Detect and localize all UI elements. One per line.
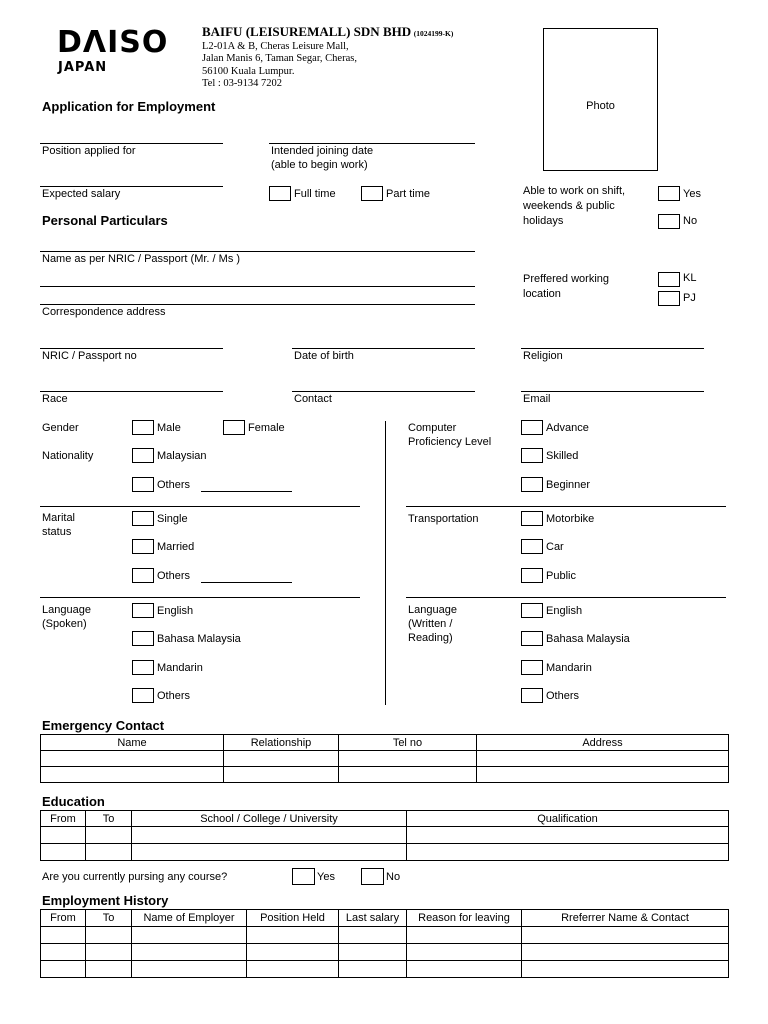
table-cell[interactable] (407, 961, 522, 978)
section-divider (385, 421, 386, 705)
full-time-checkbox[interactable] (269, 186, 291, 201)
course-yes-label: Yes (317, 871, 335, 883)
female-checkbox[interactable] (223, 420, 245, 435)
table-cell[interactable] (224, 751, 339, 767)
pj-label: PJ (683, 292, 696, 304)
language-spoken-label: Language (Spoken) (42, 604, 91, 630)
column-header: Qualification (407, 811, 729, 827)
position-label: Position applied for (42, 145, 136, 157)
personal-heading: Personal Particulars (42, 213, 168, 228)
single-checkbox[interactable] (132, 511, 154, 526)
shift-no-checkbox[interactable] (658, 214, 680, 229)
column-header: Relationship (224, 735, 339, 751)
table-cell[interactable] (339, 961, 407, 978)
marital-label: Marital status (42, 512, 76, 538)
written-mandarin-checkbox[interactable] (521, 660, 543, 675)
column-header: To (86, 910, 132, 927)
salary-label: Expected salary (42, 188, 121, 200)
phone-line: Tel : 03-9134 7202 (202, 78, 283, 89)
joining-date-input[interactable] (269, 143, 475, 144)
course-no-checkbox[interactable] (361, 868, 384, 885)
column-header: Name of Employer (132, 910, 247, 927)
table-row (41, 827, 729, 844)
table-cell[interactable] (41, 961, 86, 978)
column-header: Rreferrer Name & Contact (522, 910, 729, 927)
column-header: Tel no (339, 735, 477, 751)
race-label: Race (42, 393, 68, 405)
table-row (41, 927, 729, 944)
marital-others-input[interactable] (201, 582, 292, 583)
pj-checkbox[interactable] (658, 291, 680, 306)
spoken-bm-checkbox[interactable] (132, 631, 154, 646)
table-cell[interactable] (477, 767, 729, 783)
dob-label: Date of birth (294, 350, 354, 362)
course-yes-checkbox[interactable] (292, 868, 315, 885)
gender-label: Gender (42, 422, 79, 434)
column-header: From (41, 811, 86, 827)
spoken-mandarin-checkbox[interactable] (132, 660, 154, 675)
beginner-checkbox[interactable] (521, 477, 543, 492)
malaysian-checkbox[interactable] (132, 448, 154, 463)
written-english-checkbox[interactable] (521, 603, 543, 618)
written-bm-label: Bahasa Malaysia (546, 633, 630, 645)
name-input[interactable] (40, 251, 475, 252)
dob-input[interactable] (292, 348, 475, 349)
table-cell[interactable] (522, 927, 729, 944)
part-time-label: Part time (386, 188, 431, 200)
emergency-heading: Emergency Contact (42, 718, 165, 733)
column-header: Last salary (339, 910, 407, 927)
shift-question: Able to work on shift, weekends & public holidays (523, 185, 626, 227)
location-label: Preffered working location (523, 273, 610, 300)
table-cell[interactable] (132, 827, 407, 844)
contact-label: Contact (294, 393, 332, 405)
motorbike-checkbox[interactable] (521, 511, 543, 526)
table-cell[interactable] (86, 844, 132, 861)
column-header: School / College / University (132, 811, 407, 827)
employment-table (40, 909, 729, 978)
car-checkbox[interactable] (521, 539, 543, 554)
course-question: Are you currently pursing any course? (42, 871, 228, 883)
table-row (41, 961, 729, 978)
nric-input[interactable] (40, 348, 223, 349)
kl-checkbox[interactable] (658, 272, 680, 287)
religion-input[interactable] (521, 348, 704, 349)
table-cell[interactable] (522, 944, 729, 961)
full-time-label: Full time (294, 188, 336, 200)
beginner-label: Beginner (546, 479, 591, 491)
nationality-others-checkbox[interactable] (132, 477, 154, 492)
table-cell[interactable] (86, 944, 132, 961)
table-cell[interactable] (41, 927, 86, 944)
spoken-bm-label: Bahasa Malaysia (157, 633, 241, 645)
kl-label: KL (683, 272, 697, 284)
section-rule (40, 597, 360, 598)
joining-date-label: Intended joining date (271, 145, 374, 157)
column-header: Position Held (247, 910, 339, 927)
email-label: Email (523, 393, 551, 405)
table-cell[interactable] (132, 944, 247, 961)
male-label: Male (157, 422, 181, 434)
written-bm-checkbox[interactable] (521, 631, 543, 646)
table-cell[interactable] (41, 844, 86, 861)
nationality-others-input[interactable] (201, 491, 292, 492)
education-heading: Education (42, 794, 105, 809)
marital-others-label: Others (157, 570, 191, 582)
section-rule (40, 506, 360, 507)
written-english-label: English (546, 605, 583, 617)
written-others-checkbox[interactable] (521, 688, 543, 703)
shift-yes-label: Yes (683, 188, 701, 200)
table-cell[interactable] (41, 827, 86, 844)
logo-wordmark: DΛISO (57, 25, 169, 60)
written-mandarin-label: Mandarin (546, 662, 592, 674)
public-label: Public (546, 570, 576, 582)
table-cell[interactable] (132, 961, 247, 978)
section-rule (406, 597, 726, 598)
nric-label: NRIC / Passport no (42, 350, 137, 362)
form-title: Application for Employment (42, 99, 216, 114)
transport-label: Transportation (408, 513, 479, 525)
shift-yes-checkbox[interactable] (658, 186, 680, 201)
joining-date-note: (able to begin work) (271, 159, 368, 171)
spoken-others-label: Others (157, 690, 191, 702)
table-cell[interactable] (132, 927, 247, 944)
table-cell[interactable] (247, 927, 339, 944)
email-input[interactable] (521, 391, 704, 392)
table-cell[interactable] (407, 944, 522, 961)
section-rule (406, 506, 726, 507)
malaysian-label: Malaysian (157, 450, 207, 462)
written-others-label: Others (546, 690, 580, 702)
table-cell[interactable] (247, 944, 339, 961)
nationality-others-label: Others (157, 479, 191, 491)
address-label: Correspondence address (42, 306, 166, 318)
male-checkbox[interactable] (132, 420, 154, 435)
company-name: BAIFU (LEISUREMALL) SDN BHD (202, 24, 412, 39)
name-label: Name as per NRIC / Passport (Mr. / Ms ) (42, 253, 241, 265)
car-label: Car (546, 541, 564, 553)
computer-label: Computer Proficiency Level (408, 422, 492, 448)
column-header: Name (41, 735, 224, 751)
skilled-label: Skilled (546, 450, 579, 462)
advance-label: Advance (546, 422, 589, 434)
table-row (41, 751, 729, 767)
married-checkbox[interactable] (132, 539, 154, 554)
table-cell[interactable] (407, 827, 729, 844)
address-line: 56100 Kuala Lumpur. (202, 65, 295, 77)
language-written-label: Language (Written / Reading) (408, 604, 457, 644)
column-header: Address (477, 735, 729, 751)
marital-others-checkbox[interactable] (132, 568, 154, 583)
nationality-label: Nationality (42, 450, 94, 462)
address-line: L2-01A & B, Cheras Leisure Mall, (202, 40, 349, 52)
table-cell[interactable] (247, 961, 339, 978)
part-time-checkbox[interactable] (361, 186, 383, 201)
column-header: From (41, 910, 86, 927)
married-label: Married (157, 541, 195, 553)
table-cell[interactable] (522, 961, 729, 978)
spoken-mandarin-label: Mandarin (157, 662, 203, 674)
female-label: Female (248, 422, 285, 434)
table-row (41, 844, 729, 861)
table-cell[interactable] (407, 927, 522, 944)
skilled-checkbox[interactable] (521, 448, 543, 463)
salary-input[interactable] (40, 186, 223, 187)
table-cell[interactable] (41, 751, 224, 767)
emergency-table (40, 734, 729, 783)
single-label: Single (157, 513, 188, 525)
address-input[interactable] (40, 304, 475, 305)
table-cell[interactable] (477, 751, 729, 767)
course-no-label: No (386, 871, 401, 883)
contact-input[interactable] (292, 391, 475, 392)
table-cell[interactable] (41, 944, 86, 961)
company-reg: (1024199-K) (413, 29, 454, 38)
race-input[interactable] (40, 391, 223, 392)
daiso-logo (57, 25, 169, 75)
spoken-others-checkbox[interactable] (132, 688, 154, 703)
company-info (202, 26, 453, 91)
table-cell[interactable] (86, 961, 132, 978)
position-input[interactable] (40, 143, 223, 144)
logo-subtitle: JAPAN (58, 60, 108, 75)
table-row (41, 944, 729, 961)
table-cell[interactable] (86, 927, 132, 944)
table-cell[interactable] (339, 927, 407, 944)
religion-label: Religion (523, 350, 563, 362)
public-checkbox[interactable] (521, 568, 543, 583)
column-header: Reason for leaving (407, 910, 522, 927)
table-cell[interactable] (339, 767, 477, 783)
table-cell[interactable] (41, 767, 224, 783)
table-cell[interactable] (224, 767, 339, 783)
education-table (40, 810, 729, 861)
table-cell[interactable] (132, 844, 407, 861)
column-header: To (86, 811, 132, 827)
table-cell[interactable] (339, 944, 407, 961)
table-cell[interactable] (407, 844, 729, 861)
table-row (41, 767, 729, 783)
spoken-english-label: English (157, 605, 194, 617)
name-input-line2[interactable] (40, 286, 475, 287)
table-cell[interactable] (339, 751, 477, 767)
address-line: Jalan Manis 6, Taman Segar, Cheras, (202, 53, 357, 64)
employment-heading: Employment History (42, 893, 169, 908)
motorbike-label: Motorbike (546, 513, 595, 525)
spoken-english-checkbox[interactable] (132, 603, 154, 618)
photo-label: Photo (586, 100, 615, 112)
shift-no-label: No (683, 215, 698, 227)
table-cell[interactable] (86, 827, 132, 844)
advance-checkbox[interactable] (521, 420, 543, 435)
